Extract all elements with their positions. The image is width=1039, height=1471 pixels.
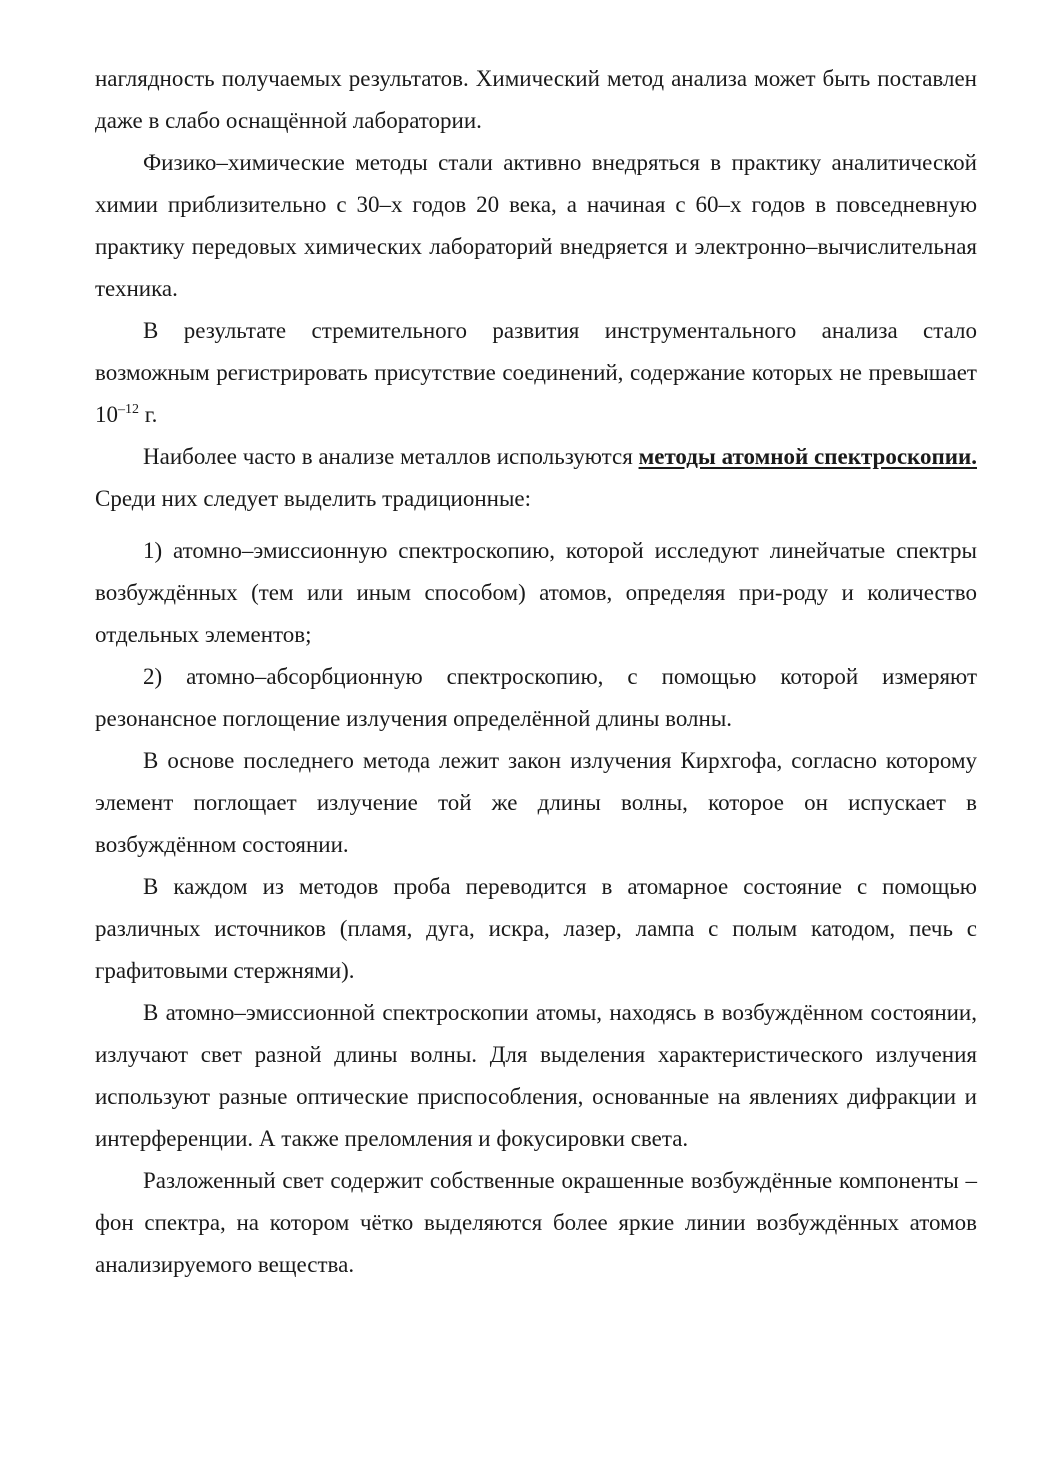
paragraph-instrumental-analysis-text: В результате стремительного развития инструментального анализа стало возможным регистрировать присутствие соединений, содержание которых не превышает 10: [95, 318, 977, 427]
paragraph-atomization-sources: В каждом из методов проба переводится в атомарное состояние с помощью различных источников (пламя, дуга, искра, лазер, лампа с полым катодом, печь с графитовыми стержнями).: [95, 874, 977, 983]
paragraph-atomic-spectroscopy-post: Среди них следует выделить традиционные:: [95, 486, 532, 511]
paragraph-kirchhoff-law: В основе последнего метода лежит закон излучения Кирхгофа, согласно которому элемент поглощает излучение той же длины волны, которое он испускает в возбуждённом состоянии.: [95, 748, 977, 857]
paragraph-continuation: наглядность получаемых результатов. Химический метод анализа может быть поставлен даже в слабо оснащённой лаборатории.: [95, 66, 977, 133]
paragraph-decomposed-light: Разложенный свет содержит собственные окрашенные возбуждённые компоненты – фон спектра, на котором чётко выделяются более яркие линии возбуждённых атомов анализируемого вещества.: [95, 1168, 977, 1277]
list-item-absorption: 2) атомно–абсорбционную спектроскопию, с помощью которой измеряют резонансное поглощение излучения определённой длины волны.: [95, 664, 977, 731]
unit-text: г.: [139, 402, 158, 427]
paragraph-instrumental-analysis: [95, 310, 977, 436]
list-item-emission: 1) атомно–эмиссионную спектроскопию, которой исследуют линейчатые спектры возбуждённых (тем или иным способом) атомов, определяя при-роду и количество отдельных элементов;: [95, 538, 977, 647]
exponent: –12: [118, 402, 139, 417]
emphasized-term: методы атомной спектроскопии.: [638, 444, 977, 469]
paragraph-emission-spectroscopy: В атомно–эмиссионной спектроскопии атомы, находясь в возбуждённом состоянии, излучают свет разной длины волны. Для выделения характеристического излучения используют разные оптические приспособления, основанные на явлениях дифракции и интерференции. А также преломления и фокусировки света.: [95, 1000, 977, 1151]
paragraph-atomic-spectroscopy: [95, 436, 977, 520]
paragraph-atomic-spectroscopy-pre: Наиболее часто в анализе металлов используются: [143, 444, 639, 469]
paragraph-physchem-methods: Физико–химические методы стали активно внедряться в практику аналитической химии приблизительно с 30–х годов 20 века, а начиная с 60–х годов в повседневную практику передовых химических лабораторий внедряется и электронно–вычислительная техника.: [95, 150, 977, 301]
document-page: [95, 58, 977, 1286]
